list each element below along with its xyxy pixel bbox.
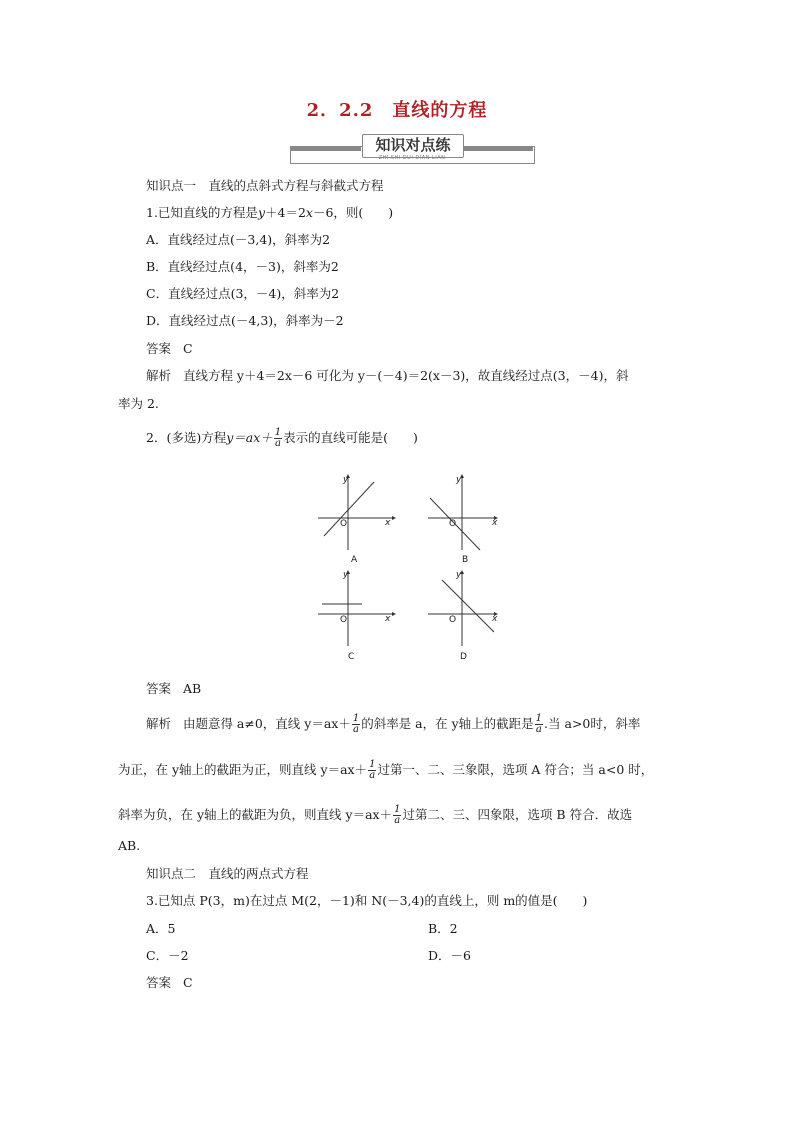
banner-pinyin: ZHI SHI DUI DIAN LIAN bbox=[378, 155, 446, 161]
graph-c bbox=[318, 568, 398, 648]
fraction-one-over-a: $\frac{1}{a}$ bbox=[274, 427, 282, 449]
q3-option-b: B．2 bbox=[428, 921, 458, 936]
graph-b-caption: B bbox=[462, 555, 469, 565]
q3-option-c: C．－2 bbox=[146, 948, 189, 963]
section-banner bbox=[290, 132, 535, 164]
q3-option-a: A．5 bbox=[146, 921, 176, 936]
q1-option-c: C．直线经过点(3，－4)，斜率为2 bbox=[146, 286, 340, 301]
q2-analysis-line4: AB. bbox=[118, 838, 141, 853]
banner-label: 知识对点练 bbox=[362, 134, 464, 158]
q1-option-b: B．直线经过点(4，－3)，斜率为2 bbox=[146, 259, 339, 274]
graph-d-caption: D bbox=[460, 652, 467, 662]
q3-option-d: D．－6 bbox=[428, 948, 471, 963]
q2-stem: 2．(多选)方程y＝ax＋ $\frac{1}{a}$ 表示的直线可能是( ) bbox=[146, 427, 418, 449]
q2-answer: 答案 AB bbox=[146, 681, 202, 696]
graph-b bbox=[428, 472, 508, 552]
page-title: 2．2.2 直线的方程 bbox=[306, 100, 488, 121]
q3-answer: 答案 C bbox=[146, 975, 193, 990]
q2-analysis-line1: 解析 由题意得 a≠0，直线 y＝ax＋ $\frac{1}{a}$ 的斜率是 a，在 y轴上的截距是 $\frac{1}{a}$ .当 a>0时，斜率 bbox=[146, 713, 641, 735]
q1-answer: 答案 C bbox=[146, 341, 193, 356]
q2-analysis-line3: 斜率为负，在 y轴上的截距为负，则直线 y＝ax＋ $\frac{1}{a}$ 过第二、三、四象限，选项 B 符合．故选 bbox=[118, 804, 633, 826]
q2-analysis-line2: 为正，在 y轴上的截距为正，则直线 y＝ax＋ $\frac{1}{a}$ 过第一、二、三象限，选项 A 符合；当 a<0 时， bbox=[118, 759, 654, 781]
graph-a bbox=[318, 472, 398, 552]
q3-stem: 3.已知点 P(3，m)在过点 M(2，－1)和 N(－3,4)的直线上，则 m的值是( ) bbox=[146, 893, 588, 908]
section1-heading: 知识点一 直线的点斜式方程与斜截式方程 bbox=[146, 178, 384, 193]
q1-analysis-line1: 解析 直线方程 y＋4＝2x－6 可化为 y－(－4)＝2(x－3)，故直线经过点(3，－4)，斜 bbox=[146, 368, 629, 383]
graph-a-caption: A bbox=[351, 555, 358, 565]
graph-d bbox=[428, 568, 508, 648]
q1-option-a: A．直线经过点(－3,4)，斜率为2 bbox=[146, 232, 331, 247]
document-page: 2．2.2 直线的方程 知识对点练 ZHI SHI DUI DIAN LIAN 知识点一 直线的点斜式方程与斜截式方程 1.已知直线的方程是y＋4＝2x－6，则( ) A．直线经过点(－3,4)，斜率为2 B．直线经过点(4，－3)，斜率为2 C．直线经过点(3，－4)，斜率为2 D．直线经过点(－4,3)，斜率为－2 答案 C 解析 直线方程 y＋4＝2x－6 可化为 y－(－4)＝2(x－3)，故直线经过点(3，－4)，斜 率为 2. 2．(多选)方程y＝ax＋ $\frac{1}{a}$ 表示的直线可能是( ) y x O A y x O B y x O C y x O D 答案 AB 解析 由题意得 a≠0，直线 y＝ax＋ $\frac{1}{a}$ 的斜率是 a，在 y轴上的截距是 $\frac{1}{a}$ .当 a>0时，斜率 为正，在 y轴上的截距为正，则直线 y＝ax＋ $\frac{1}{a}$ 过第一、二、三象限，选项 A 符合；当 a<0 时， 斜率为负，在 y轴上的截距为负，则直线 y＝ax＋ $\frac{1}{a}$ 过第二、三、四象限，选项 B 符合．故选 AB. 知识点二 直线的两点式方程 3.已知点 P(3，m)在过点 M(2，－1)和 N(－3,4)的直线上，则 m的值是( ) A．5 B．2 C．－2 D．－6 答案 C bbox=[0, 0, 794, 1123]
q1-option-d: D．直线经过点(－4,3)，斜率为－2 bbox=[146, 313, 344, 328]
banner-stripe-left bbox=[291, 147, 361, 151]
graph-c-caption: C bbox=[348, 652, 355, 662]
q1-stem: 1.已知直线的方程是y＋4＝2x－6，则( ) bbox=[146, 205, 394, 220]
banner-stripe-right bbox=[463, 147, 533, 151]
q1-analysis-line2: 率为 2. bbox=[118, 396, 159, 411]
section2-heading: 知识点二 直线的两点式方程 bbox=[146, 866, 309, 881]
